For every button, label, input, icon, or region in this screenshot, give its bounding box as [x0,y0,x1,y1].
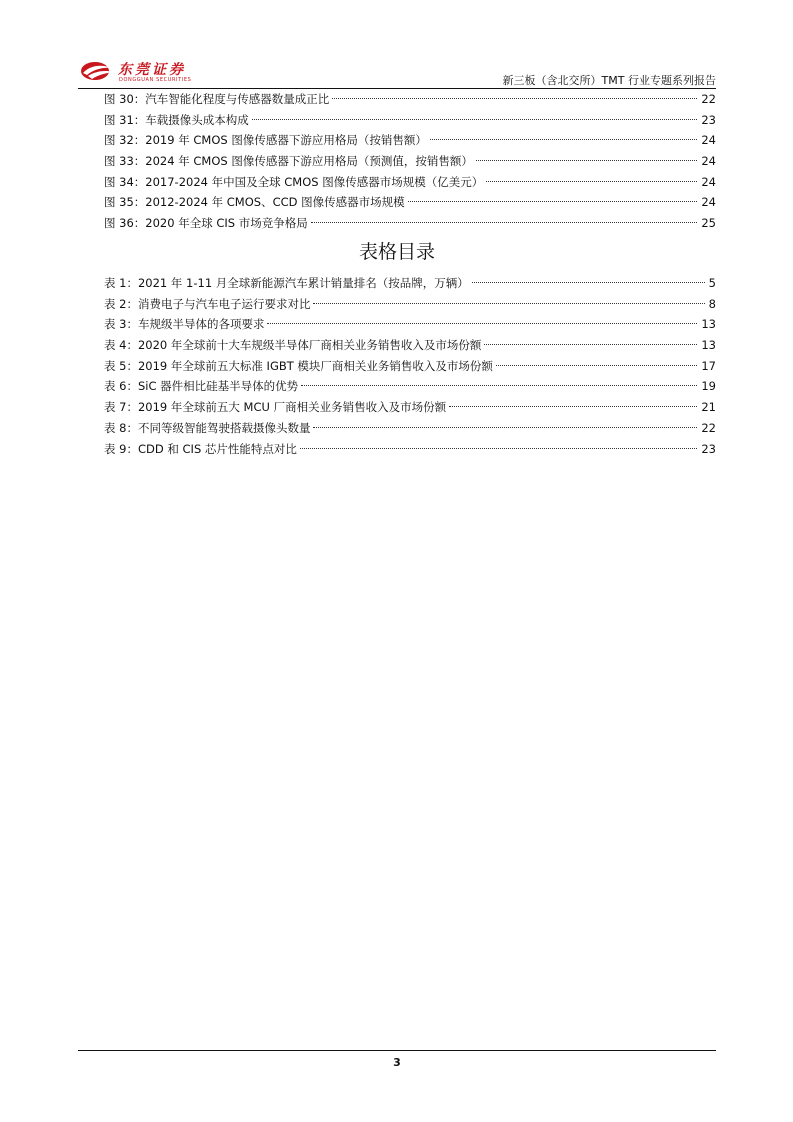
table-entry-page: 8 [708,296,716,311]
dot-leader [476,160,698,161]
table-entry[interactable] [104,356,716,377]
table-entry-label: 表 2：消费电子与汽车电子运行要求对比 [104,296,311,311]
logo-english-text: DONGGUAN SECURITIES [119,77,192,83]
table-entry-page: 5 [708,276,716,290]
figure-entry-page: 24 [701,154,716,169]
table-entry-label: 表 4：2020 年全球前十大车规级半导体厂商相关业务销售收入及市场份额 [104,338,482,353]
dot-leader [332,98,697,99]
table-entry-page: 17 [701,358,716,373]
dot-leader [313,427,697,428]
dot-leader [313,303,704,304]
dot-leader [472,282,705,283]
figure-entry-label: 图 33：2024 年 CMOS 图像传感器下游应用格局（预测值，按销售额） [104,154,473,169]
logo-swoosh-icon [80,59,114,83]
figure-entry-label: 图 32：2019 年 CMOS 图像传感器下游应用格局（按销售额） [104,133,427,148]
figure-entry-page: 22 [701,92,716,106]
table-entry-label: 表 3：车规级半导体的各项要求 [104,317,265,332]
dot-leader [300,448,697,449]
table-entry[interactable] [104,294,716,315]
figure-entry-label: 图 35：2012-2024 年 CMOS、CCD 图像传感器市场规模 [104,195,405,210]
table-entry-label: 表 8：不同等级智能驾驶搭载摄像头数量 [104,420,311,435]
logo-chinese-text: 东莞证券 [118,62,186,78]
table-entry[interactable] [104,314,716,335]
figure-entry[interactable] [104,151,716,172]
figure-entry[interactable] [104,89,716,110]
dot-leader [484,344,697,345]
table-entry-page: 13 [701,338,716,353]
figure-entry-page: 24 [701,174,716,189]
figure-entry-label: 图 34：2017-2024 年中国及全球 CMOS 图像传感器市场规模（亿美元） [104,174,484,189]
footer-divider [78,1050,716,1051]
figure-entry[interactable] [104,130,716,151]
tables-section-title: 表格目录 [358,241,435,263]
figure-entry[interactable] [104,172,716,193]
table-entry-page: 13 [701,317,716,332]
table-entry-label: 表 9：CDD 和 CIS 芯片性能特点对比 [104,441,297,456]
page-number: 3 [393,1056,401,1069]
table-entry[interactable] [104,335,716,356]
dot-leader [486,181,697,182]
dot-leader [267,323,697,324]
dot-leader [252,119,698,120]
figure-list [104,89,716,234]
table-entry-label: 表 1：2021 年 1-11 月全球新能源汽车累计销量排名（按品牌，万辆） [104,276,469,290]
figure-entry-label: 图 31：车载摄像头成本构成 [104,112,249,127]
table-entry-page: 22 [701,420,716,435]
dot-leader [408,201,698,202]
dot-leader [449,406,697,407]
figure-entry-page: 24 [701,133,716,148]
dot-leader [496,365,697,366]
table-entry-page: 21 [701,400,716,415]
dot-leader [311,222,698,223]
table-entry-label: 表 5：2019 年全球前五大标准 IGBT 模块厂商相关业务销售收入及市场份额 [104,358,493,373]
figure-entry-page: 24 [701,195,716,210]
report-series-title: 新三板（含北交所）TMT 行业专题系列报告 [502,74,716,87]
figure-entry-label: 图 36：2020 年全球 CIS 市场竞争格局 [104,216,308,231]
table-entry[interactable] [104,418,716,439]
table-entry[interactable] [104,273,716,294]
figure-entry[interactable] [104,110,716,131]
figure-entry[interactable] [104,192,716,213]
table-entry[interactable] [104,376,716,397]
table-list [104,273,716,459]
table-entry-page: 19 [701,379,716,394]
table-entry[interactable] [104,397,716,418]
table-entry-page: 23 [701,441,716,456]
dot-leader [301,385,697,386]
figure-entry[interactable] [104,213,716,234]
table-entry[interactable] [104,439,716,460]
page-header [78,55,716,89]
dot-leader [430,139,698,140]
figure-entry-page: 25 [701,216,716,231]
figure-entry-page: 23 [701,112,716,127]
figure-entry-label: 图 30：汽车智能化程度与传感器数量成正比 [104,92,330,106]
company-logo [80,59,215,87]
table-entry-label: 表 6：SiC 器件相比硅基半导体的优势 [104,379,299,394]
table-entry-label: 表 7：2019 年全球前五大 MCU 厂商相关业务销售收入及市场份额 [104,400,447,415]
